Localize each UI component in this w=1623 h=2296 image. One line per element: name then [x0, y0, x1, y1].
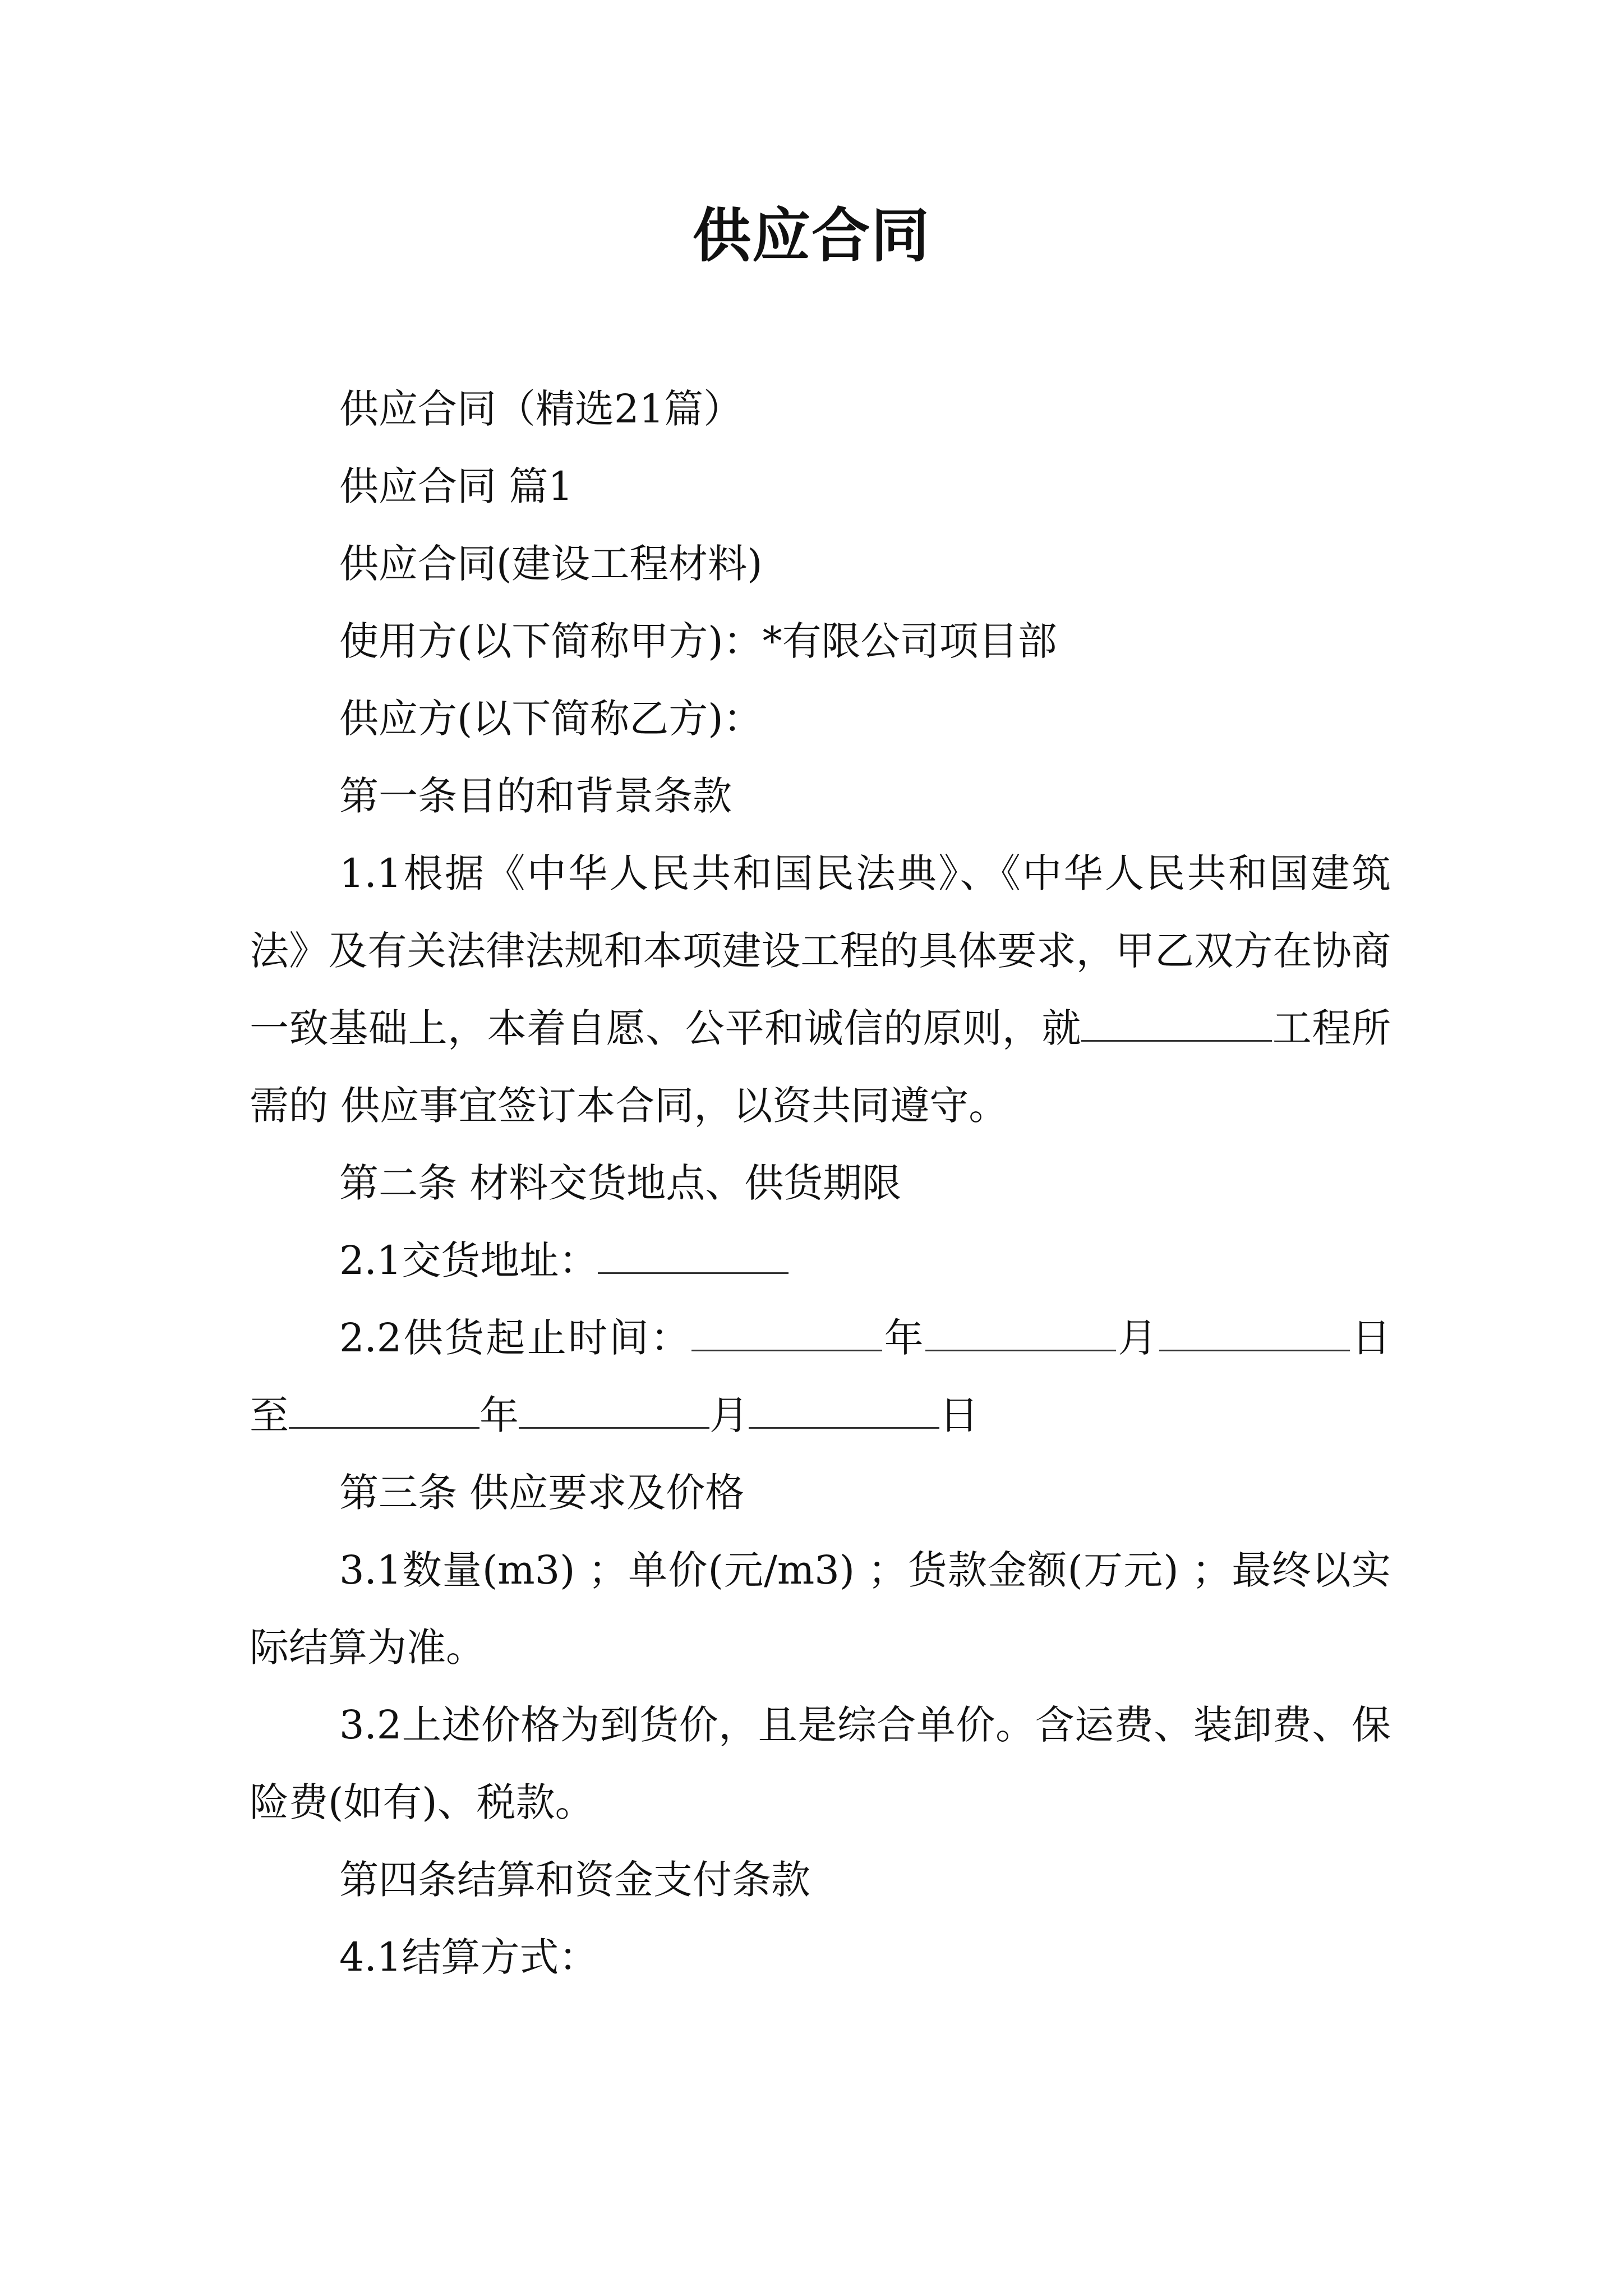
paragraph-section-heading: 供应合同 篇1: [339, 463, 573, 509]
paragraph-clause-3-1: 3.1数量(m3) ；单价(元/m3) ；货款金额(万元) ；最终以实际结算为准。: [250, 1547, 1391, 1671]
label-day-to: 日至: [250, 1315, 1391, 1438]
paragraph-article-2: 第二条 材料交货地点、供货期限: [339, 1160, 902, 1206]
paragraph-contract-type: 供应合同(建设工程材料): [339, 541, 763, 587]
blank-project-name: [1081, 1005, 1272, 1042]
label-day: 日: [939, 1392, 979, 1438]
paragraph-party-a: 使用方(以下简称甲方)：*有限公司项目部: [339, 618, 1057, 664]
paragraph-clause-2-1: [250, 1222, 1391, 1299]
label-month-1: 月: [1115, 1315, 1159, 1361]
clause-1-1-text-a: 1.1根据《中华人民共和国民法典》、《中华人民共和国建筑法》及有关法律法规和本项建设工程的具体要求，甲乙双方在协商一致基础上，本着自愿、公平和诚信的原则，就: [250, 850, 1391, 1051]
blank-end-month: [519, 1392, 709, 1429]
clause-1-1-text-b: 工程所需的 供应事宜签订本合同，以资共同遵守。: [250, 1005, 1391, 1129]
paragraph-clause-2-2: [250, 1299, 1391, 1454]
clause-2-1-text: 2.1交货地址：: [339, 1237, 598, 1283]
paragraph-clause-4-1: 4.1结算方式：: [339, 1934, 598, 1980]
label-year-1: 年: [882, 1315, 925, 1361]
paragraph-article-3: 第三条 供应要求及价格: [339, 1470, 745, 1516]
blank-start-year: [691, 1315, 882, 1351]
paragraph-subtitle: 供应合同（精选21篇）: [339, 386, 743, 432]
blank-start-month: [925, 1315, 1116, 1351]
blank-end-year: [289, 1392, 479, 1429]
paragraph-party-b: 供应方(以下简称乙方)：: [339, 696, 763, 742]
blank-start-day: [1159, 1315, 1350, 1351]
label-year-2: 年: [479, 1392, 519, 1438]
clause-2-2-text: 2.2供货起止时间：: [339, 1315, 692, 1361]
label-month-2: 月: [709, 1392, 749, 1438]
blank-delivery-address: [598, 1237, 789, 1274]
paragraph-article-1: 第一条目的和背景条款: [339, 773, 732, 819]
document-title: 供应合同: [692, 201, 930, 270]
paragraph-clause-3-2: 3.2上述价格为到货价，且是综合单价。含运费、装卸费、保险费(如有)、税款。: [250, 1702, 1391, 1825]
paragraph-clause-1-1: [250, 835, 1391, 1144]
document-body: [250, 370, 1391, 1996]
blank-end-day: [749, 1392, 939, 1429]
paragraph-article-4: 第四条结算和资金支付条款: [339, 1857, 810, 1903]
